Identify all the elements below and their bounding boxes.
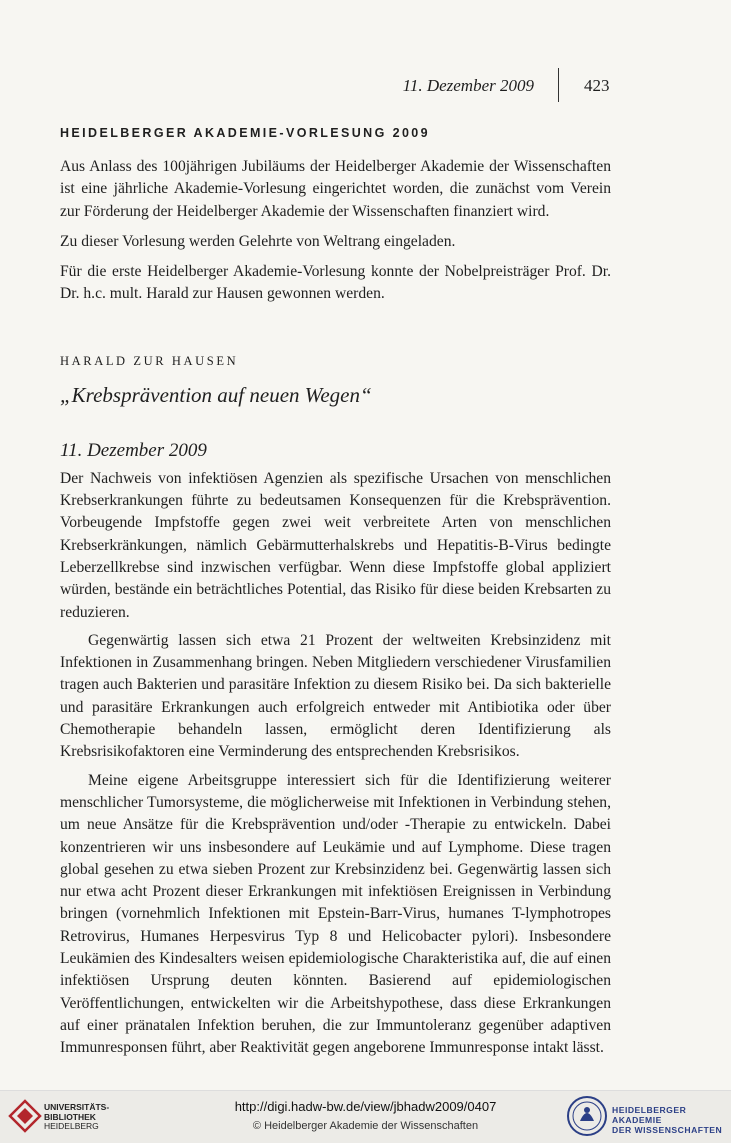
running-head-divider bbox=[558, 68, 559, 102]
library-name-line: UNIVERSITÄTS- bbox=[44, 1102, 110, 1112]
intro-paragraph: Zu dieser Vorlesung werden Gelehrte von Weltrang eingeladen. bbox=[60, 232, 456, 250]
body-paragraph: Gegenwärtig lassen sich etwa 21 Prozent der weltweiten Krebsinzidenz mit Infektionen in Zusammenhang bringen. Neben Mitgliedern verschiedener Virusfamilien tragen auch Bakterien und parasitäre Infektion zu diesem Risiko bei. Da sich bakterielle und parasitäre Erkrankungen auch erfolgreich entweder mit Antibiotika oder über Chemotherapie behandeln lassen, ermöglicht deren Identifizierung als Krebsrisikofaktoren eine Verminderung des entsprechenden Krebsrisikos. bbox=[60, 631, 611, 761]
body-paragraph: Der Nachweis von infektiösen Agenzien als spezifische Ursachen von menschlichen Krebserkrankungen führte zu bedeutsamen Konsequenzen für die Krebsprävention. Vorbeugende Impfstoffe gegen zwei weit verbreitete Arten von menschlichen Krebserkränkungen, nämlich Gebärmutterhalskrebs und Hepatitis-B-Virus bedingte Leberzellkrebse sind inzwischen verfügbar. Wenn diese Impfstoffe global appliziert würden, bestände ein beträchtliches Potential, das Risiko für diese beiden Krebsarten zu reduzieren. bbox=[60, 469, 611, 621]
academy-name-line: HEIDELBERGER AKADEMIE bbox=[612, 1105, 687, 1125]
academy-name-line: DER WISSENSCHAFTEN bbox=[612, 1125, 723, 1135]
intro-paragraph: Aus Anlass des 100jährigen Jubiläums der Heidelberger Akademie der Wissenschaften ist eine jährliche Akademie-Vorlesung eingerichtet worden, die zunächst vom Verein zur Förderung der Heidelberger Akademie der Wissenschaften finanziert wird. bbox=[60, 158, 611, 220]
academy-seal-icon[interactable] bbox=[566, 1095, 608, 1137]
library-name-line: BIBLIOTHEK bbox=[44, 1111, 96, 1122]
intro-text bbox=[60, 156, 611, 306]
lecture-date: 11. Dezember 2009 bbox=[60, 439, 207, 461]
library-name-line: HEIDELBERG bbox=[44, 1121, 99, 1131]
lecture-body bbox=[60, 468, 611, 1060]
copyright-notice: © Heidelberger Akademie der Wissenschaften bbox=[252, 1120, 479, 1132]
academy-name bbox=[612, 1105, 731, 1135]
intro-paragraph: Für die erste Heidelberger Akademie-Vorlesung konnte der Nobelpreisträger Prof. Dr. Dr. h.c. mult. Harald zur Hausen gewonnen werden. bbox=[60, 263, 611, 303]
running-head-date: 11. Dezember 2009 bbox=[402, 76, 534, 95]
author-name: HARALD ZUR HAUSEN bbox=[60, 353, 239, 368]
body-paragraph: Meine eigene Arbeitsgruppe interessiert sich für die Identifizierung weiterer menschlicher Tumorsysteme, die möglicherweise mit Infektionen in Verbindung stehen, um neue Ansätze für die Krebsprävention und/oder -Therapie zu entwickeln. Dabei konzentrieren wir uns insbesondere auf Leukämie und auf Lymphome. Diese tragen global gesehen zu etwa sieben Prozent zur Krebsinzidenz bei. Gegenwärtig lassen sich nur etwa acht Prozent dieser Erkrankungen mit infektiösen Ereignissen in Verbindung bringen (vornehmlich Infektionen mit Epstein-Barr-Virus, humanes T-lymphotropes Retrovirus, Humanes Herpesvirus Typ 8 und Helicobacter pylori). Insbesondere Leukämien des Kindesalters weisen epidemiologische Charakteristika auf, die auf einen infektiösen Ursprung deuten könnten. Basierend auf epidemiologischen Veröffentlichungen, entwickelten wir die Arbeitshypothese, dass diese Erkrankungen auf einer pränatalen Infektion beruhen, die zur Immuntoleranz gegenüber adaptiven Immunresponsen führt, aber Reaktivität gegen angeborene Immunresponse intakt lässt. bbox=[60, 771, 611, 1057]
lecture-title: „Krebsprävention auf neuen Wegen“ bbox=[60, 382, 372, 407]
page-content bbox=[60, 126, 611, 1060]
running-head bbox=[0, 76, 731, 100]
digitization-footer bbox=[0, 1090, 731, 1143]
permalink-url[interactable]: http://digi.hadw-bw.de/view/jbhadw2009/0407 bbox=[234, 1099, 497, 1114]
section-heading: HEIDELBERGER AKADEMIE-VORLESUNG 2009 bbox=[60, 126, 431, 140]
page-number: 423 bbox=[584, 76, 610, 95]
